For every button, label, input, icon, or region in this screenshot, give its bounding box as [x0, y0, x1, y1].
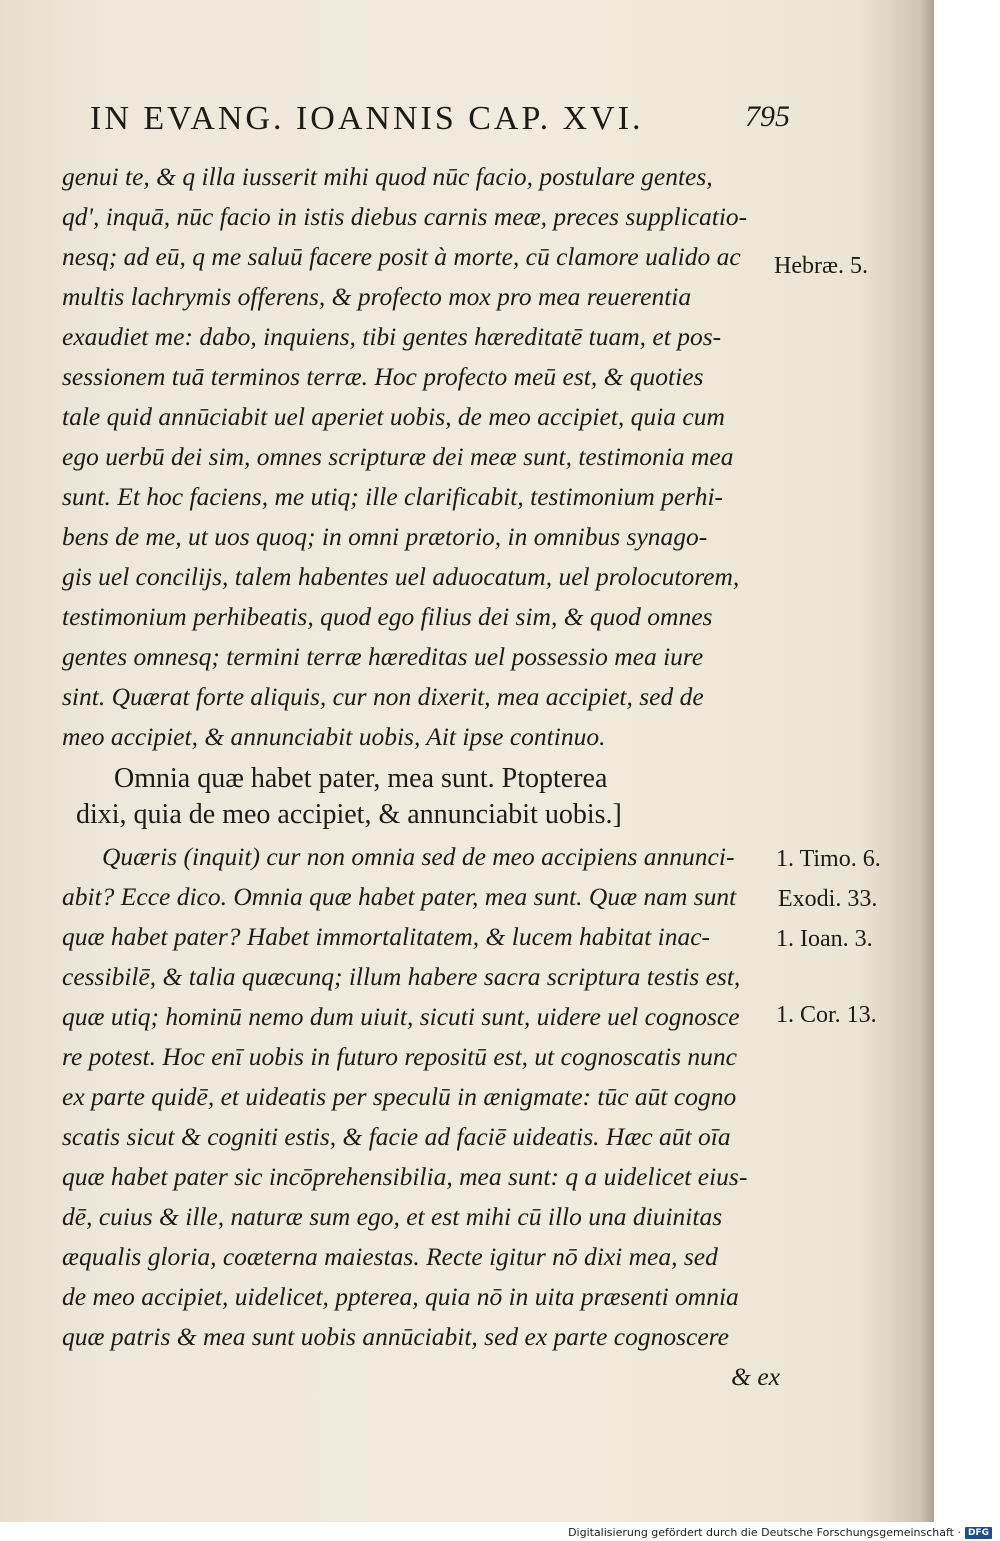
margin-note: Hebræ. 5. [774, 253, 868, 279]
margin-note: 1. Cor. 13. [776, 1002, 877, 1028]
body-line: sessionem tuā terminos terræ. Hoc profecto meū est, & quoties [62, 362, 704, 391]
body-line: ego uerbū dei sim, omnes scripturæ dei meæ sunt, testimonia mea [62, 442, 734, 471]
page-header [90, 100, 790, 150]
commentary-line: quæ habet pater? Habet immortalitatem, & lucem habitat inac- [62, 922, 711, 951]
commentary-line: scatis sicut & cogniti estis, & facie ad faciē uideatis. Hæc aūt oīa [62, 1122, 731, 1151]
body-line: multis lachrymis offerens, & profecto mox pro mea reuerentia [62, 282, 692, 311]
catchword: & ex [731, 1362, 780, 1391]
body-line: gis uel concilijs, talem habentes uel aduocatum, uel prolocutorem, [62, 562, 740, 591]
body-line: exaudiet me: dabo, inquiens, tibi gentes hæreditatē tuam, et pos- [62, 322, 722, 351]
commentary-line: dē, cuius & ille, naturæ sum ego, et est mihi cū illo una diuinitas [62, 1202, 723, 1231]
page-number: 795 [745, 100, 790, 133]
margin-note: Exodi. 33. [778, 886, 878, 912]
text-block [62, 157, 792, 1397]
body-line: nesq; ad eū, q me saluū facere posit à morte, cū clamore ualido ac [62, 242, 741, 271]
body-line: gentes omnesq; termini terræ hæreditas uel possessio mea iure [62, 642, 704, 671]
body-line: testimonium perhibeatis, quod ego filius dei sim, & quod omnes [62, 602, 713, 631]
body-line: genui te, & q illa iusserit mihi quod nūc facio, postulare gentes, [62, 162, 713, 191]
margin-note: 1. Timo. 6. [776, 846, 881, 872]
body-line: bens de me, ut uos quoq; in omni prætorio, in omnibus synago- [62, 522, 708, 551]
commentary-line: quæ patris & mea sunt uobis annūciabit, sed ex parte cognoscere [62, 1322, 729, 1351]
commentary-line: abit? Ecce dico. Omnia quæ habet pater, mea sunt. Quæ nam sunt [62, 882, 737, 911]
running-head: IN EVANG. IOANNIS CAP. XVI. [90, 100, 644, 137]
body-line: tale quid annūciabit uel aperiet uobis, de meo accipiet, quia cum [62, 402, 725, 431]
commentary-line: de meo accipiet, uidelicet, ppterea, quia nō in uita præsenti omnia [62, 1282, 739, 1311]
credit-text: Digitalisierung gefördert durch die Deutsche Forschungsgemeinschaft · [568, 1526, 961, 1539]
commentary-line: ex parte quidē, et uideatis per speculū in ænigmate: tūc aūt cogno [62, 1082, 737, 1111]
commentary-line: quæ habet pater sic incōprehensibilia, mea sunt: q a uidelicet eius- [62, 1162, 748, 1191]
body-line: sunt. Et hoc faciens, me utiq; ille clarificabit, testimonium perhi- [62, 482, 724, 511]
lemma-line: dixi, quia de meo accipiet, & annunciabit uobis.] [76, 799, 622, 830]
commentary-line: re potest. Hoc enī uobis in futuro repositū est, ut cognoscatis nunc [62, 1042, 737, 1071]
commentary-line: æqualis gloria, coæterna maiestas. Recte igitur nō dixi mea, sed [62, 1242, 718, 1271]
body-line: sint. Quærat forte aliquis, cur non dixerit, mea accipiet, sed de [62, 682, 704, 711]
lemma-line: Omnia quæ habet pater, mea sunt. Ptopterea [114, 763, 608, 794]
margin-note: 1. Ioan. 3. [776, 926, 873, 952]
body-line: qd', inquā, nūc facio in istis diebus carnis meæ, preces supplicatio- [62, 202, 748, 231]
dfg-logo: DFG [965, 1527, 992, 1539]
commentary-line: cessibilē, & talia quæcunq; illum habere sacra scriptura testis est, [62, 962, 741, 991]
digitization-credit [568, 1526, 992, 1539]
body-line: meo accipiet, & annunciabit uobis, Ait ipse continuo. [62, 722, 606, 751]
commentary-line: quæ utiq; hominū nemo dum uiuit, sicuti sunt, uidere uel cognosce [62, 1002, 740, 1031]
commentary-line: Quæris (inquit) cur non omnia sed de meo accipiens annunci- [102, 842, 735, 871]
